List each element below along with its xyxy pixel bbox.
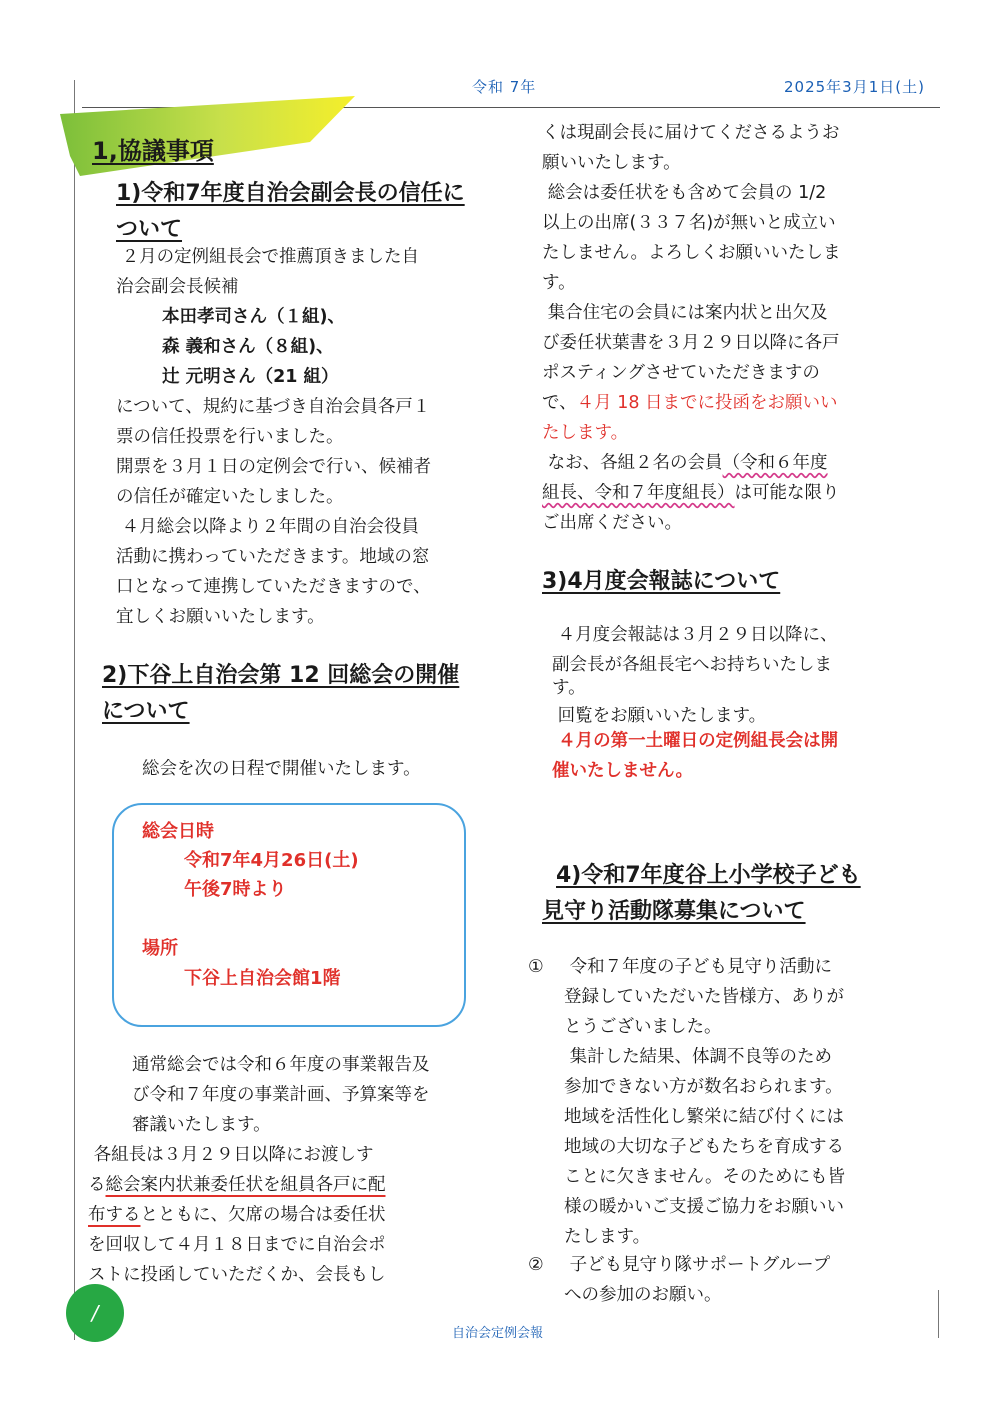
text-line <box>542 388 841 418</box>
candidate-list <box>162 302 345 392</box>
left-margin-rule <box>74 80 75 1340</box>
candidate-item: 森 義和さん（８組)、 <box>162 337 334 357</box>
section-3-body-2 <box>552 676 766 728</box>
text-line: 口となって連携していただきますので、 <box>116 577 431 597</box>
text-line: 登録していただいた皆様方、ありが <box>564 987 844 1007</box>
text-line: たします。 <box>564 1227 651 1247</box>
section-4-title-line1: 4)令和7年度谷上小学校子ども <box>556 863 861 888</box>
text-line: 総会は委任状をも含めて会員の 1/2 <box>542 183 827 203</box>
text-line: ４月総会以降より２年間の自治会役員 <box>116 517 420 537</box>
meeting-time-value: 午後7時より <box>184 879 287 900</box>
right-col-body <box>542 118 841 538</box>
candidate-item: 本田孝司さん（１組)、 <box>162 307 345 327</box>
list-item-1-marker: ① <box>528 957 544 977</box>
wavy-underlined-text: （令和６年度 <box>722 453 828 473</box>
text-line: 子ども見守り隊サポートグループ <box>564 1255 831 1275</box>
text-line: を回収して４月１８日までに自治会ポ <box>88 1235 386 1255</box>
section-1-title: 1,協議事項 <box>92 137 214 165</box>
text-line: 票の信任投票を行いました。 <box>116 427 344 447</box>
text-line: 地域の大切な子どもたちを育成する <box>564 1137 844 1157</box>
text-line: す。 <box>542 273 576 293</box>
text-line: 回覧をお願いいたします。 <box>552 706 767 726</box>
text-line: 令和７年度の子ども見守り活動に <box>564 957 833 977</box>
sub1-heading-line2: ついて <box>116 217 183 242</box>
text-line: たしません。よろしくお願いいたしま <box>542 243 841 263</box>
sub1-heading <box>116 176 465 248</box>
list-item-1 <box>564 952 845 1252</box>
section-4-title-line2: 見守り活動隊募集について <box>542 899 806 924</box>
text-line: 集計した結果、体調不良等のため <box>564 1047 833 1067</box>
text-line: び委任状葉書を３月２９日以降に各戸 <box>542 333 840 353</box>
text-fragment: なお、各組２名の会員 <box>542 453 723 473</box>
text-line: 活動に携わっていただきます。地域の窓 <box>116 547 430 567</box>
text-line: への参加のお願い。 <box>564 1285 722 1305</box>
sub2-intro: 総会を次の日程で開催いたします。 <box>142 759 421 779</box>
list-item-2-marker: ② <box>528 1255 544 1275</box>
text-line: 開票を３月１日の定例会で行い、候補者 <box>116 457 431 477</box>
deadline-notice: ４月 18 日までに投函をお願いい <box>576 393 838 413</box>
text-line <box>88 1170 386 1200</box>
page-number-badge: / <box>66 1284 124 1342</box>
section-3-heading <box>542 564 780 600</box>
list-item-2 <box>564 1250 830 1310</box>
text-line: 様の暖かいご支援ご協力をお願いい <box>564 1197 844 1217</box>
text-line: ポスティングさせていただきますの <box>542 363 820 383</box>
sub1-heading-line1: 1)令和7年度自治会副会長の信任に <box>116 181 465 206</box>
section-3-title: 3)4月度会報誌について <box>542 569 781 594</box>
text-line: くは現副会長に届けてくださるようお <box>542 123 840 143</box>
sub2-body-2 <box>88 1140 386 1290</box>
text-line: 通常総会では令和６年度の事業報告及 <box>132 1055 430 1075</box>
header-era: 令和 7年 <box>472 78 537 96</box>
text-fragment: る <box>88 1175 106 1195</box>
sub2-body-1 <box>132 1050 430 1140</box>
text-line: 地域を活性化し繁栄に結び付くには <box>564 1107 844 1127</box>
footer-publication: 自治会定例会報 <box>452 1326 544 1341</box>
text-line <box>542 478 841 508</box>
sub1-body <box>116 242 419 302</box>
candidate-item: 辻 元明さん（21 組） <box>162 367 339 387</box>
text-line: の信任が確定いたしました。 <box>116 487 344 507</box>
sub2-heading-line2: について <box>102 699 190 724</box>
text-line: ４月度会報誌は３月２９日以降に、 <box>552 625 838 645</box>
meeting-place-value: 下谷上自治会館1階 <box>184 968 341 989</box>
text-line: ２月の定例組長会で推薦頂きました自 <box>116 247 420 267</box>
underlined-instruction: 総会案内状兼委任状を組員各戸に配 <box>105 1175 386 1195</box>
text-line: ４月の第一土曜日の定例組長会は開 <box>552 731 839 751</box>
text-line: す。 <box>552 678 586 698</box>
text-line: 催いたしません。 <box>552 761 694 781</box>
text-line: 副会長が各組長宅へお持ちいたしま <box>552 655 832 675</box>
text-line: び令和７年度の事業計画、予算案等を <box>132 1085 430 1105</box>
meeting-place-label: 場所 <box>142 938 178 959</box>
text-fragment: は可能な限り <box>734 483 840 503</box>
meeting-date-value: 令和7年4月26日(土) <box>184 850 359 871</box>
text-line: について、規約に基づき自治会員各戸１ <box>116 397 431 417</box>
text-line: 集合住宅の会員には案内状と出欠及 <box>542 303 828 323</box>
text-line: 治会副会長候補 <box>116 277 239 297</box>
text-line: ことに欠きません。そのためにも皆 <box>564 1167 846 1187</box>
sub2-heading <box>102 658 459 730</box>
right-margin-rule <box>938 1290 939 1338</box>
text-fragment: で、 <box>542 393 577 413</box>
sub2-heading-line1: 2)下谷上自治会第 12 回総会の開催 <box>102 663 460 688</box>
header-date: 2025年3月1日(土) <box>784 78 925 96</box>
underlined-instruction-cont: 布する <box>88 1205 141 1225</box>
text-fragment: とともに、欠席の場合は委任状 <box>140 1205 386 1225</box>
text-line: 以上の出席(３３７名)が無いと成立い <box>542 213 836 233</box>
text-line: ご出席ください。 <box>542 513 682 533</box>
text-line <box>542 418 841 448</box>
text-line: 宜しくお願いいたします。 <box>116 607 325 627</box>
section-3-notice <box>552 726 838 786</box>
wavy-underlined-text-cont: 組長、令和７年度組長） <box>542 483 735 503</box>
text-line: 願いいたします。 <box>542 153 681 173</box>
text-line: 参加できない方が数名おられます。 <box>564 1077 843 1097</box>
meeting-date-label: 総会日時 <box>142 821 214 842</box>
text-line: とうございました。 <box>564 1017 722 1037</box>
text-line: 審議いたします。 <box>132 1115 271 1135</box>
text-line: ストに投函していただくか、会長もし <box>88 1265 386 1285</box>
text-line <box>542 448 841 478</box>
text-line <box>88 1200 386 1230</box>
sub1-body-2 <box>116 392 431 632</box>
text-line: 各組長は３月２９日以降にお渡しす <box>88 1145 374 1165</box>
section-3-body <box>552 620 838 680</box>
deadline-notice-cont: たします。 <box>542 423 629 443</box>
section-4-heading <box>542 858 861 930</box>
